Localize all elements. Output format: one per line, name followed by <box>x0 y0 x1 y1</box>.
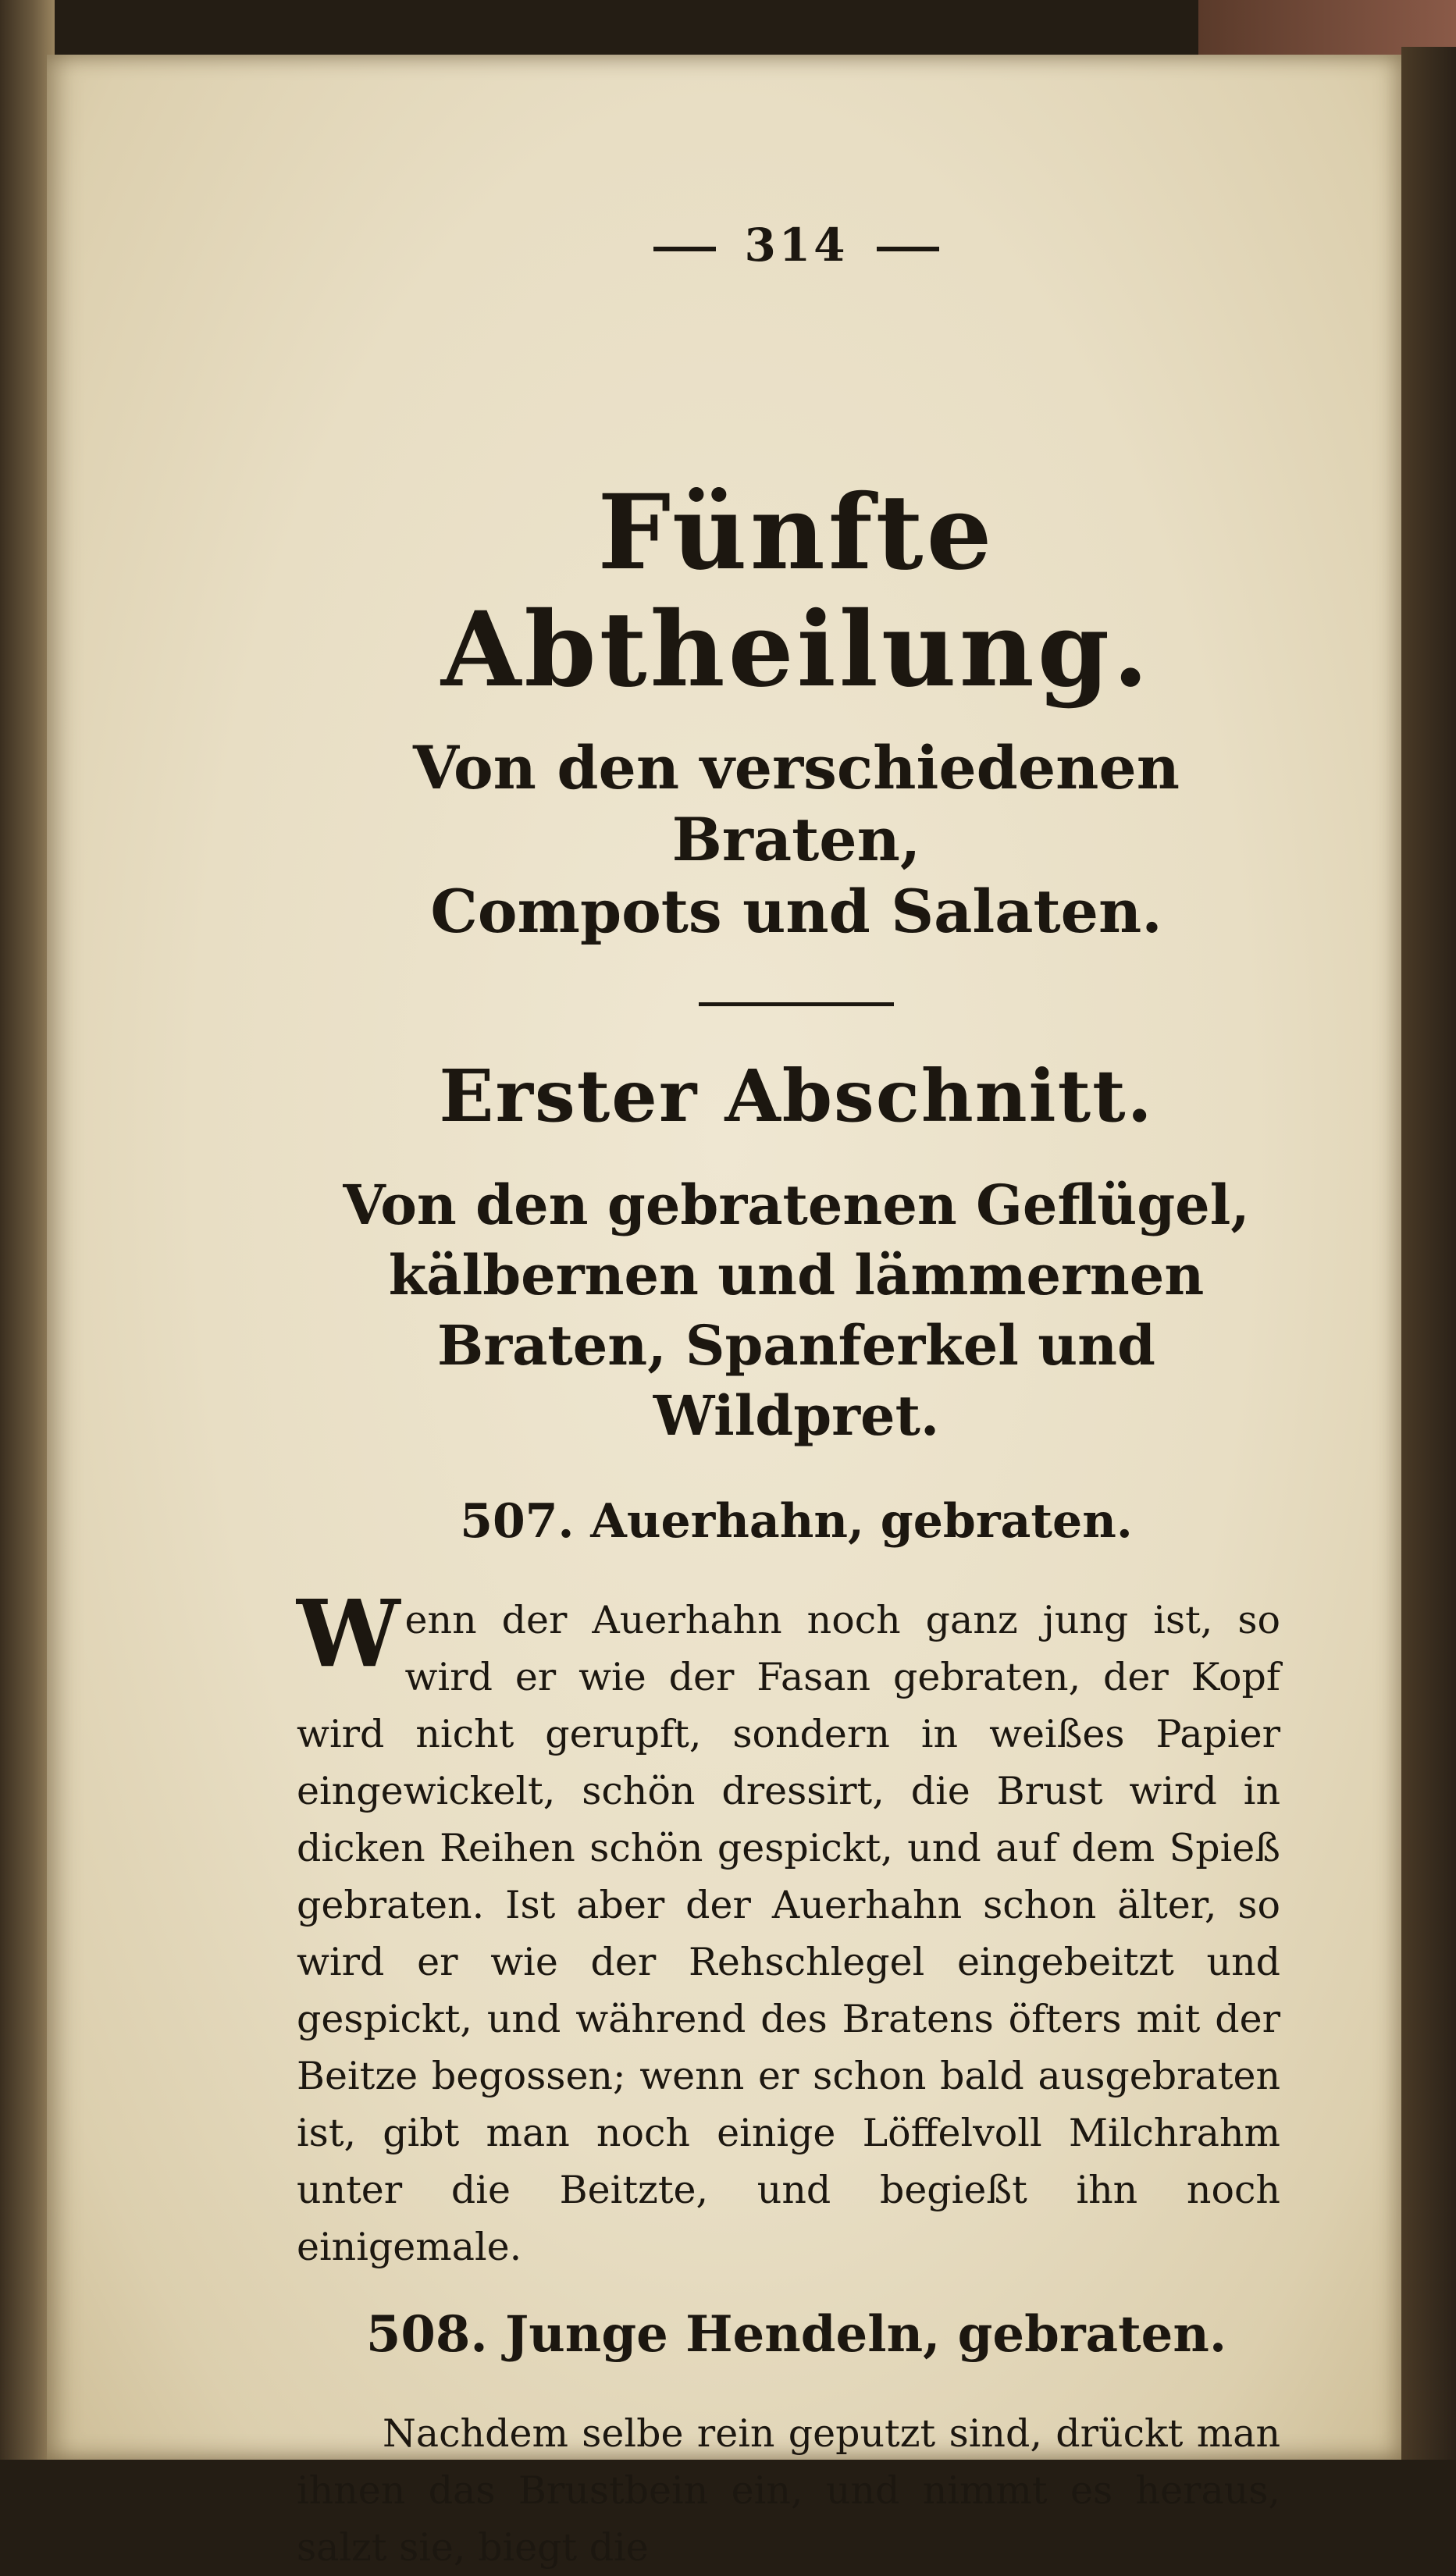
section-title: Erster Abschnitt. <box>439 1054 1154 1138</box>
recipe-507-heading: 507. Auerhahn, gebraten. <box>460 1494 1133 1549</box>
dash-left <box>653 247 716 251</box>
divider-rule <box>699 1002 894 1006</box>
recipe-508-heading: 508. Junge Hendeln, gebraten. <box>365 2305 1227 2364</box>
part-title: Fünfte Abtheilung. <box>440 472 1152 710</box>
part-subtitle-line2: Compots und Salaten. <box>430 877 1162 946</box>
recipe-508-text: Nachdem selbe rein geputzt sind, drückt man ihnen das Brustbein ein, und nimmt es heraus, salzt sie, biegt die <box>297 2411 1280 2570</box>
page-number <box>297 219 1296 272</box>
section-subtitle: Von den gebratenen Geflügel, kälbernen und lämmernen Braten, Spanferkel und Wildpret. <box>343 1172 1250 1448</box>
recipe-507-text <box>297 1579 1280 2275</box>
dash-right <box>877 247 939 251</box>
book-edge-right <box>1401 47 1456 2460</box>
part-subtitle-line1: Von den verschiedenen Braten, <box>412 733 1180 874</box>
drop-cap: W <box>297 1579 400 1688</box>
recipe-507-body: enn der Auerhahn noch ganz jung ist, so wird er wie der Fasan gebraten, der Kopf wird nicht gerupft, sondern in weißes Papier eingewickelt, schön dressirt, die Brust wird in dicken Reihen schön gespickt, und auf dem Spieß gebraten. Ist aber der Auerhahn schon älter, so wird er wie der Rehschlegel eingebeitzt und gespickt, und während des Bratens öfters mit der Beitze begossen; wenn er schon bald ausgebraten ist, gibt man noch einige Löffelvoll Milchrahm unter die Beitzte, und begießt ihn noch einigemale. <box>297 1598 1280 2269</box>
page-number-value: 314 <box>744 219 849 272</box>
page-content <box>297 211 1296 2576</box>
